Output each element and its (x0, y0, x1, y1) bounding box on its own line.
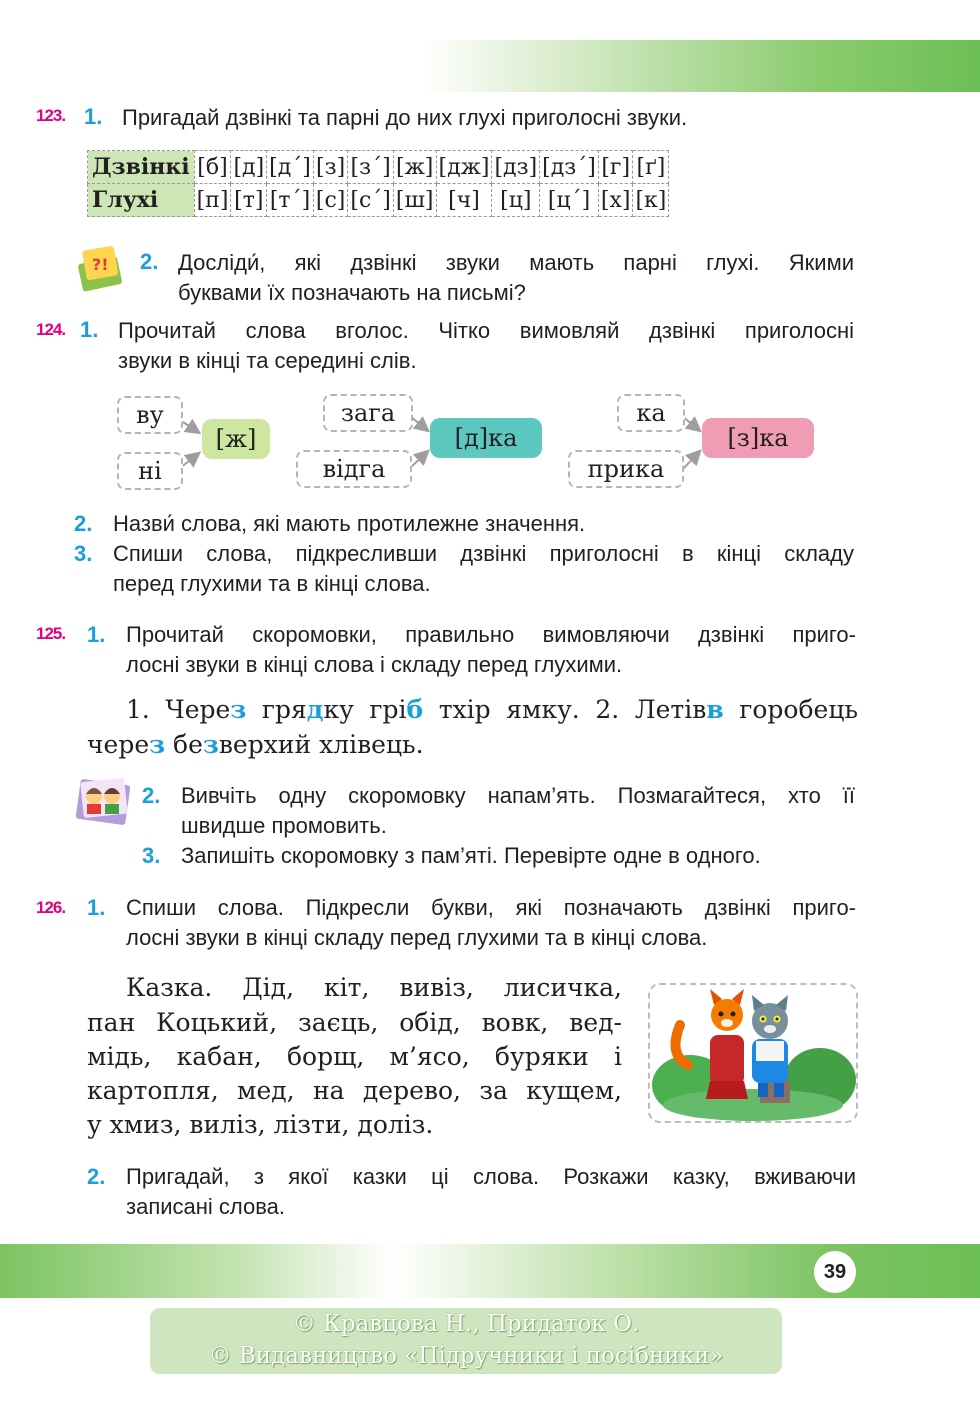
twister-text: ку грі (323, 695, 407, 724)
step-number: 2. (74, 511, 93, 536)
word-part-box: прика (568, 450, 684, 488)
highlight-letter: з (230, 695, 247, 724)
copyright-box (150, 1308, 782, 1374)
page-number: 39 (814, 1251, 856, 1293)
sound-cell: [к] (633, 184, 669, 217)
twister-text: бе (165, 730, 203, 759)
twister-text: чере (87, 730, 150, 759)
exercise-number-126: 126. (36, 898, 66, 917)
step-number: 3. (142, 843, 161, 868)
instruction-text: перед глухими та в кінці слова. (113, 571, 431, 596)
sound-cell: [дз´] (540, 151, 599, 184)
step-number: 1. (87, 895, 106, 920)
word-part-box: відга (296, 450, 412, 488)
result-box: [ж] (202, 419, 270, 459)
word-list-line: Казка. Дід, кіт, вивіз, лисичка, (126, 973, 622, 1002)
question-book-icon (74, 242, 128, 294)
voiced-row (88, 151, 669, 184)
sound-cell: [ґ] (633, 151, 669, 184)
instruction-text: Прочитай скоромовки, правильно вимовляючи дзвінкі приго- (126, 622, 856, 647)
instruction-text: Назви́ слова, які мають протилежне значення. (113, 511, 586, 536)
sound-cell: [ч] (436, 184, 492, 217)
instruction-text: Пригадай дзвінкі та парні до них глухі приголосні звуки. (122, 105, 688, 130)
word-list-line: картопля, мед, на дерево, за кущем, (87, 1076, 622, 1105)
sound-cell: [ц´] (540, 184, 599, 217)
svg-text:?!: ?! (92, 255, 109, 274)
highlight-letter: в (706, 695, 724, 724)
highlight-letter: д (306, 695, 324, 724)
tongue-twister-line-1 (126, 692, 858, 727)
step-number: 3. (74, 541, 93, 566)
word-part-box: зага (323, 394, 413, 432)
instruction-text: лосні звуки в кінці слова і складу перед глухими. (126, 652, 623, 677)
instruction-text: Спиши слова. Підкресли букви, які позначають дзвінкі приго- (126, 895, 856, 920)
word-list-line: мідь, кабан, борщ, м’ясо, буряки і (87, 1042, 622, 1071)
sound-cell: [д] (231, 151, 267, 184)
instruction-text: Спиши слова, підкресливши дзвінкі приголосні в кінці складу (113, 541, 854, 566)
sound-cell: [т´] (267, 184, 314, 217)
twister-text: верхий хлівець. (218, 730, 424, 759)
exercise-number-124: 124. (36, 320, 66, 339)
row-label-voiced: Дзвінкі (88, 151, 195, 184)
instruction-text: Запишіть скоромовку з пам’яті. Перевірте одне в одного. (181, 843, 761, 868)
instruction-text: буквами їх позначають на письмі? (178, 280, 526, 305)
sound-pairs-table (87, 150, 669, 217)
step-number: 1. (87, 622, 106, 647)
word-part-box: ні (117, 452, 183, 490)
step-number: 2. (87, 1164, 106, 1189)
voiceless-row (88, 184, 669, 217)
sound-cell: [с´] (348, 184, 394, 217)
instruction-text: лосні звуки в кінці складу перед глухими та в кінці слова. (126, 925, 708, 950)
instruction-text: Вивчіть одну скоромовку напам’ять. Позмагайтеся, хто її (181, 783, 855, 808)
row-label-voiceless: Глухі (88, 184, 195, 217)
instruction-text: Пригадай, з якої казки ці слова. Розкажи казку, вживаючи (126, 1164, 856, 1189)
sound-cell: [т] (231, 184, 267, 217)
twister-text: тхір ямку. 2. Летів (423, 695, 707, 724)
exercise-number-123: 123. (36, 106, 66, 125)
sound-cell: [п] (194, 184, 231, 217)
instruction-text: записані слова. (126, 1194, 286, 1219)
result-box: [д]ка (430, 418, 542, 458)
sound-cell: [д´] (267, 151, 314, 184)
word-part-box: ву (117, 396, 183, 434)
word-list-line: пан Коцький, заєць, обід, вовк, вед- (87, 1008, 622, 1037)
instruction-text: швидше промовить. (181, 813, 387, 838)
result-box: [з]ка (702, 418, 814, 458)
highlight-letter: з (202, 730, 219, 759)
sound-cell: [ш] (393, 184, 436, 217)
word-list-line: у хмиз, виліз, лізти, доліз. (87, 1110, 434, 1139)
word-part-box: ка (617, 394, 685, 432)
sound-cell: [ж] (393, 151, 436, 184)
twister-text: горобець (723, 695, 859, 724)
step-number: 2. (140, 249, 159, 274)
sound-cell: [з´] (348, 151, 394, 184)
instruction-text: звуки в кінці та середині слів. (118, 348, 417, 373)
step-number: 1. (84, 104, 103, 129)
copyright-line: © Видавництво «Підручники і посібники» (208, 1343, 724, 1369)
tongue-twister-line-2 (87, 727, 424, 762)
highlight-letter: б (406, 695, 424, 724)
sound-cell: [дж] (436, 151, 492, 184)
sound-cell: [дз] (492, 151, 540, 184)
instruction-text: Прочитай слова вголос. Чітко вимовляй дзвінкі приголосні (118, 318, 854, 343)
fox-and-cat-illustration (650, 985, 856, 1121)
kids-reading-icon (74, 776, 132, 826)
exercise-number-125: 125. (36, 624, 66, 643)
step-number: 1. (80, 317, 99, 342)
sound-cell: [ц] (492, 184, 540, 217)
step-number: 2. (142, 783, 161, 808)
twister-text: гря (246, 695, 307, 724)
twister-text: 1. Чере (126, 695, 231, 724)
sound-cell: [х] (598, 184, 633, 217)
sound-cell: [г] (598, 151, 633, 184)
copyright-line: © Кравцова Н., Придаток О. (292, 1311, 640, 1337)
sound-cell: [з] (313, 151, 348, 184)
highlight-letter: з (149, 730, 166, 759)
illustration-frame (648, 983, 858, 1123)
top-decor-bar (420, 40, 980, 92)
instruction-text: Досліди́, які дзвінкі звуки мають парні глухі. Якими (178, 250, 854, 275)
sound-cell: [б] (194, 151, 231, 184)
sound-cell: [с] (313, 184, 348, 217)
